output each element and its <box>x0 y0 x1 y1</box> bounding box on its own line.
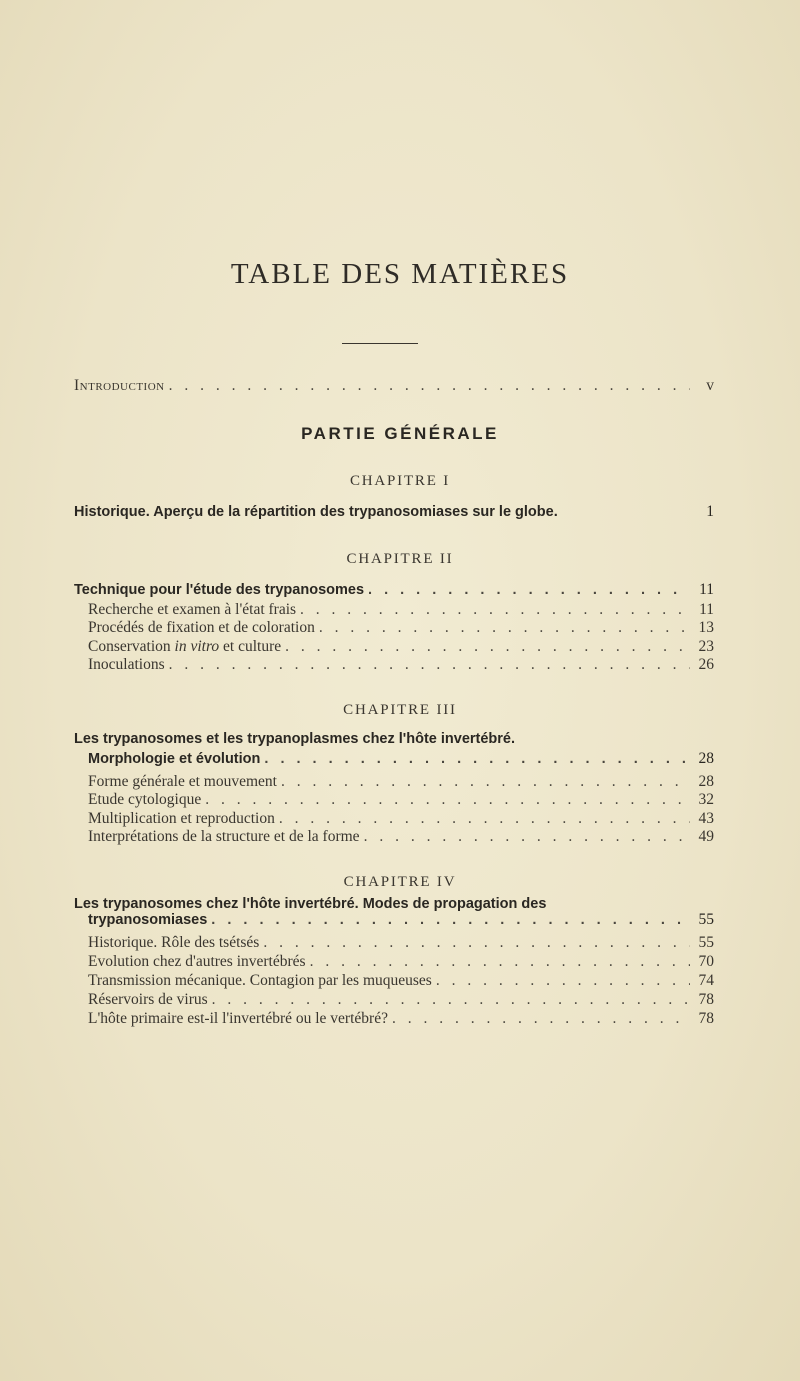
page-title: TABLE DES MATIÈRES <box>230 258 570 290</box>
toc-entry-introduction[interactable] <box>74 377 714 395</box>
leader-dots <box>169 656 690 674</box>
toc-entry-chapter-2-main[interactable] <box>74 581 714 599</box>
toc-entry-label: Procédés de fixation et de coloration <box>88 619 315 636</box>
toc-entry-page: 26 <box>698 656 714 673</box>
toc-entry-page: v <box>706 377 714 394</box>
toc-entry[interactable] <box>88 638 714 656</box>
toc-entry-label: Etude cytologique <box>88 791 202 808</box>
toc-entry-label: Réservoirs de virus <box>88 991 208 1008</box>
chapter-heading-2: CHAPITRE II <box>346 551 454 567</box>
chapter-heading-4: CHAPITRE IV <box>343 874 457 890</box>
toc-entry-label: trypanosomiases <box>88 912 208 928</box>
toc-entry[interactable] <box>88 1010 714 1028</box>
leader-dots <box>364 828 690 846</box>
toc-entry-page: 28 <box>698 773 714 790</box>
part-heading: PARTIE GÉNÉRALE <box>301 424 499 443</box>
title-divider <box>342 343 418 344</box>
toc-entry-page: 55 <box>698 934 714 951</box>
label-text: Conservation <box>88 638 175 655</box>
leader-dots <box>263 934 690 952</box>
toc-entry-label: Historique. Aperçu de la répartition des trypanosomiases sur le globe. <box>74 504 558 520</box>
chapter-heading-3: CHAPITRE III <box>343 702 457 718</box>
chapter-3-title-line: Les trypanosomes et les trypanoplasmes chez l'hôte invertébré. <box>74 731 516 747</box>
toc-entry-label: Transmission mécanique. Contagion par les muqueuses <box>88 972 432 989</box>
toc-entry-label: L'hôte primaire est-il l'invertébré ou le vertébré? <box>88 1010 388 1027</box>
toc-entry-page: 78 <box>698 991 714 1008</box>
toc-entry-page: 23 <box>698 638 714 655</box>
toc-entry-chapter-4-main[interactable] <box>88 911 714 929</box>
toc-entry-chapter-3-main[interactable] <box>88 750 714 768</box>
toc-entry-page: 74 <box>698 972 714 989</box>
toc-entry-label: Morphologie et évolution <box>88 751 261 767</box>
toc-entry[interactable] <box>88 953 714 971</box>
chapter-4-title-line: Les trypanosomes chez l'hôte invertébré. Modes de propagation des <box>74 896 547 912</box>
toc-entry-label <box>88 638 281 656</box>
toc-entry-label: Historique. Rôle des tsétsés <box>88 934 260 951</box>
toc-entry[interactable] <box>88 773 714 791</box>
toc-entry-label: Evolution chez d'autres invertébrés <box>88 953 306 970</box>
toc-entry-page: 70 <box>698 953 714 970</box>
label-italic-text: in vitro <box>174 638 220 655</box>
toc-entry-label: Technique pour l'étude des trypanosomes <box>74 582 365 598</box>
toc-entry-page: 28 <box>698 750 714 767</box>
toc-entry-label: Forme générale et mouvement <box>88 773 277 790</box>
toc-entry[interactable] <box>88 619 714 637</box>
chapter-heading-1: CHAPITRE I <box>349 473 451 489</box>
toc-entry[interactable] <box>88 934 714 952</box>
leader-dots <box>285 638 690 656</box>
leader-dots <box>211 912 690 928</box>
toc-entry-page: 49 <box>698 828 714 845</box>
toc-entry-label: Multiplication et reproduction <box>88 810 275 827</box>
toc-entry-chapter-1-main[interactable] <box>74 503 714 521</box>
leader-dots <box>300 601 690 619</box>
leader-dots <box>319 619 690 637</box>
toc-entry-page: 55 <box>698 911 714 928</box>
leader-dots <box>436 972 690 990</box>
leader-dots <box>392 1010 690 1028</box>
leader-dots <box>264 751 690 767</box>
leader-dots <box>281 773 690 791</box>
leader-dots <box>169 377 690 395</box>
toc-entry[interactable] <box>88 828 714 846</box>
toc-entry-page: 32 <box>698 791 714 808</box>
toc-entry-page: 11 <box>699 581 714 598</box>
label-text: et culture <box>219 638 282 655</box>
toc-entry[interactable] <box>88 791 714 809</box>
toc-entry[interactable] <box>88 810 714 828</box>
leader-dots <box>310 953 690 971</box>
leader-dots <box>212 991 690 1009</box>
toc-entry[interactable] <box>88 991 714 1009</box>
leader-dots <box>368 582 690 598</box>
toc-entry-label: Recherche et examen à l'état frais <box>88 601 297 618</box>
leader-dots <box>279 810 690 828</box>
toc-entry-page: 1 <box>706 503 714 520</box>
toc-entry[interactable] <box>88 972 714 990</box>
toc-entry-page: 11 <box>699 601 714 618</box>
leader-dots <box>205 791 690 809</box>
toc-entry-page: 43 <box>698 810 714 827</box>
toc-entry-label: Introduction <box>74 377 165 394</box>
toc-entry-label: Inoculations <box>88 656 165 673</box>
toc-entry-page: 13 <box>698 619 714 636</box>
toc-entry[interactable] <box>88 656 714 674</box>
toc-entry[interactable] <box>88 601 714 619</box>
toc-entry-page: 78 <box>698 1010 714 1027</box>
toc-entry-label: Interprétations de la structure et de la forme <box>88 828 360 845</box>
